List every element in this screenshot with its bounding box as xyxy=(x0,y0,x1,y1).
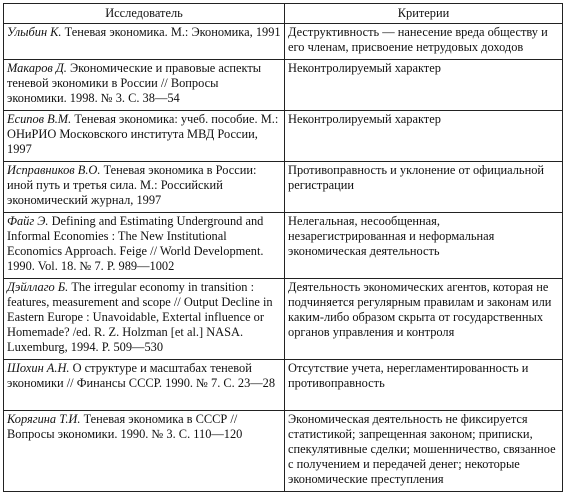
table-row xyxy=(4,161,563,212)
researcher-cell xyxy=(4,161,285,212)
author-name: Макаров Д. xyxy=(7,60,67,75)
criteria-cell: Деятельность экономических агентов, которая не подчиняется регулярным правилам и законам или каким-либо образом скрыта от государственных органов управления и контроля xyxy=(285,278,563,359)
author-name: Есипов В.М. xyxy=(7,111,72,126)
criteria-cell: Экономическая деятельность не фиксируется статистикой; запрещенная законом; приписки, спекулятивные сделки; мошенничество, связанное с получением и передачей денег; некоторые экономические преступления xyxy=(285,410,563,491)
source-citation: Теневая экономика: учеб. пособие. М.: ОНиРИО Московского института МВД России, 1997 xyxy=(7,111,279,156)
criteria-cell: Неконтролируемый характер xyxy=(285,110,563,161)
source-citation: Экономические и правовые аспекты теневой экономики в России // Вопросы экономики. 1998. № 3. С. 38—54 xyxy=(7,60,262,105)
criteria-cell: Противоправность и уклонение от официальной регистрации xyxy=(285,161,563,212)
researcher-cell xyxy=(4,23,285,59)
table-row xyxy=(4,212,563,278)
author-name: Исправников В.О. xyxy=(7,162,101,177)
criteria-cell: Неконтролируемый характер xyxy=(285,59,563,110)
criteria-cell: Деструктивность — нанесение вреда обществу и его членам, присвоение нетрудовых доходов xyxy=(285,23,563,59)
header-researcher: Исследователь xyxy=(4,4,285,24)
criteria-cell: Отсутствие учета, нерегламентированность и противоправность xyxy=(285,359,563,410)
author-name: Корягина Т.И. xyxy=(7,411,81,426)
table-row xyxy=(4,110,563,161)
researcher-cell xyxy=(4,359,285,410)
source-citation: Теневая экономика. М.: Экономика, 1991 xyxy=(61,24,281,39)
source-citation: The irregular economy in transition : features, measurement and scope // Output Decline in Eastern Europe : Unavoidable, Extertal influence or Homemade? /ed. R. Z. Holzman [et al.] NASA. Luxemburg, 1994. P. 509—530 xyxy=(7,279,273,354)
author-name: Файг Э. xyxy=(7,213,49,228)
table-row xyxy=(4,23,563,59)
researcher-cell xyxy=(4,212,285,278)
source-citation: Теневая экономика в России: иной путь и третья сила. М.: Российский экономический журнал, 1997 xyxy=(7,162,257,207)
source-citation: Теневая экономика в СССР // Вопросы экономики. 1990. № 3. С. 110—120 xyxy=(7,411,243,441)
source-citation: Defining and Estimating Underground and Informal Economies : The New Institutional Economics Approach. Feige // World Development. 1990. Vol. 18. № 7. P. 989—1002 xyxy=(7,213,264,273)
table-row xyxy=(4,59,563,110)
criteria-cell: Нелегальная, несообщенная, незарегистрированная и неформальная экономическая деятельность xyxy=(285,212,563,278)
author-name: Шохин А.Н. xyxy=(7,360,70,375)
table-row xyxy=(4,359,563,410)
researcher-cell xyxy=(4,278,285,359)
table-row xyxy=(4,278,563,359)
researcher-cell xyxy=(4,110,285,161)
table-row xyxy=(4,410,563,491)
researchers-criteria-table xyxy=(3,3,563,492)
researcher-cell xyxy=(4,410,285,491)
source-citation: О структуре и масштабах теневой экономики // Финансы СССР. 1990. № 7. С. 23—28 xyxy=(7,360,276,390)
researcher-cell xyxy=(4,59,285,110)
header-criteria: Критерии xyxy=(285,4,563,24)
table-header-row xyxy=(4,4,563,24)
author-name: Дэйллаго Б. xyxy=(7,279,69,294)
author-name: Улыбин К. xyxy=(7,24,62,39)
